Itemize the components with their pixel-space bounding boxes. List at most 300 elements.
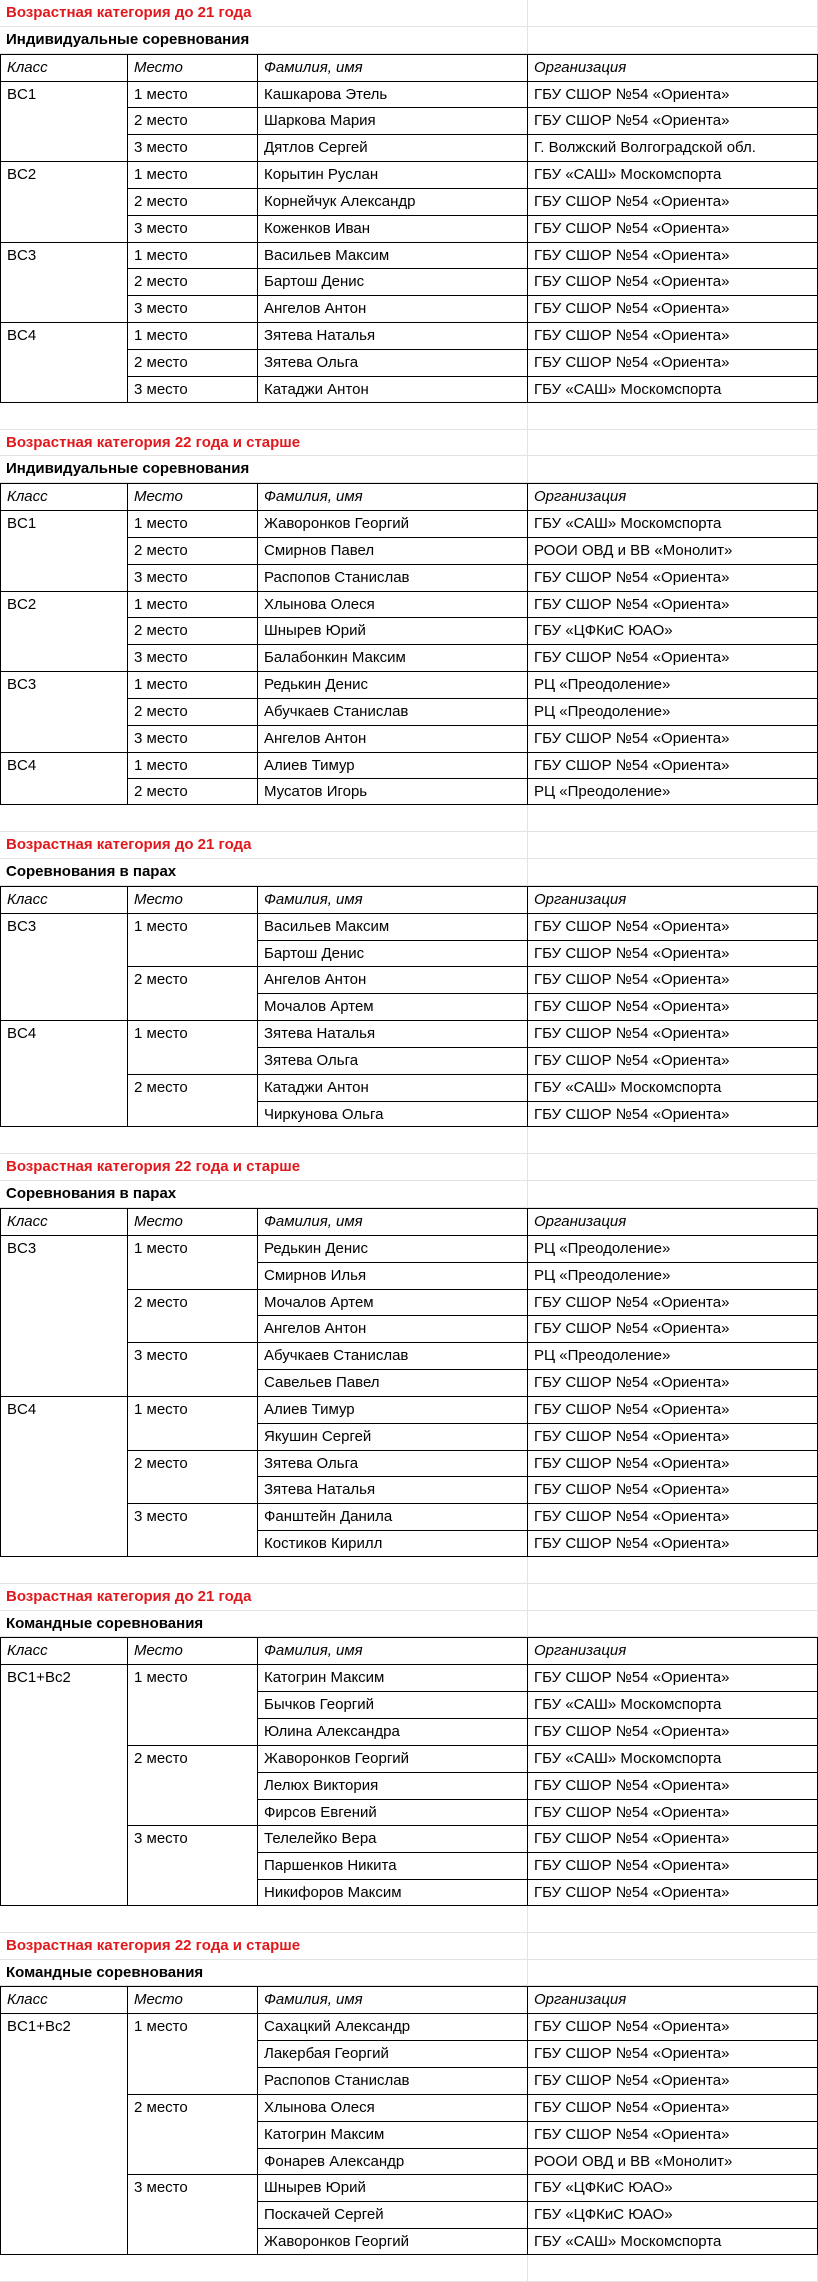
org-cell: ГБУ «ЦФКиС ЮАО» — [528, 617, 818, 644]
class-cell — [0, 644, 128, 671]
place-cell: 3 место — [128, 1825, 258, 1852]
name-cell: Абучкаев Станислав — [258, 698, 528, 725]
class-cell — [0, 564, 128, 591]
class-cell — [0, 2094, 128, 2121]
org-cell: ГБУ «САШ» Москомспорта — [528, 161, 818, 188]
category-title-text: Возрастная категория 22 года и старше — [0, 1933, 528, 1960]
table-row — [0, 510, 818, 537]
place-cell — [128, 1476, 258, 1503]
header-org: Организация — [528, 1637, 818, 1664]
table-row — [0, 242, 818, 269]
org-cell: ГБУ СШОР №54 «Ориента» — [528, 1772, 818, 1799]
competition-subtitle-text: Командные соревнования — [0, 1960, 528, 1987]
place-cell: 1 место — [128, 1020, 258, 1047]
name-cell: Ангелов Антон — [258, 725, 528, 752]
header-org: Организация — [528, 1208, 818, 1235]
table-row — [0, 564, 818, 591]
org-cell: ГБУ СШОР №54 «Ориента» — [528, 644, 818, 671]
org-cell: РЦ «Преодоление» — [528, 778, 818, 805]
name-cell: Зятева Ольга — [258, 1450, 528, 1477]
class-cell: BC4 — [0, 752, 128, 779]
place-cell: 2 место — [128, 1074, 258, 1101]
class-cell — [0, 1074, 128, 1101]
place-cell — [128, 1691, 258, 1718]
spacer-row — [0, 1557, 818, 1584]
org-cell: ГБУ СШОР №54 «Ориента» — [528, 2094, 818, 2121]
org-cell: ГБУ «САШ» Москомспорта — [528, 510, 818, 537]
table-row — [0, 1262, 818, 1289]
org-cell: ГБУ СШОР №54 «Ориента» — [528, 1450, 818, 1477]
header-place: Место — [128, 1986, 258, 2013]
competition-subtitle — [0, 1181, 818, 1208]
name-cell: Корытин Руслан — [258, 161, 528, 188]
place-cell — [128, 1101, 258, 1128]
competition-subtitle-text: Соревнования в парах — [0, 1181, 528, 1208]
org-cell: ГБУ СШОР №54 «Ориента» — [528, 1476, 818, 1503]
header-place: Место — [128, 1208, 258, 1235]
place-cell: 3 место — [128, 564, 258, 591]
category-title-text: Возрастная категория до 21 года — [0, 832, 528, 859]
place-cell: 3 место — [128, 1503, 258, 1530]
name-cell: Редькин Денис — [258, 1235, 528, 1262]
name-cell: Зятева Ольга — [258, 1047, 528, 1074]
place-cell — [128, 1879, 258, 1906]
table-row — [0, 134, 818, 161]
category-title-empty-cell — [528, 1154, 818, 1181]
org-cell: ГБУ СШОР №54 «Ориента» — [528, 725, 818, 752]
place-cell: 1 место — [128, 913, 258, 940]
name-cell: Мочалов Артем — [258, 1289, 528, 1316]
place-cell: 2 место — [128, 1745, 258, 1772]
header-name: Фамилия, имя — [258, 886, 528, 913]
org-cell: ГБУ СШОР №54 «Ориента» — [528, 752, 818, 779]
org-cell: ГБУ СШОР №54 «Ориента» — [528, 1020, 818, 1047]
empty-cell — [528, 2255, 818, 2282]
org-cell: ГБУ СШОР №54 «Ориента» — [528, 564, 818, 591]
org-cell: ГБУ СШОР №54 «Ориента» — [528, 107, 818, 134]
org-cell: ГБУ СШОР №54 «Ориента» — [528, 1101, 818, 1128]
header-org: Организация — [528, 483, 818, 510]
org-cell: ГБУ СШОР №54 «Ориента» — [528, 1315, 818, 1342]
class-cell — [0, 2040, 128, 2067]
table-row — [0, 1289, 818, 1316]
name-cell: Якушин Сергей — [258, 1423, 528, 1450]
org-cell: ГБУ «САШ» Москомспорта — [528, 376, 818, 403]
class-cell — [0, 268, 128, 295]
class-cell — [0, 349, 128, 376]
place-cell: 2 место — [128, 268, 258, 295]
name-cell: Жаворонков Георгий — [258, 1745, 528, 1772]
class-cell — [0, 134, 128, 161]
class-cell — [0, 725, 128, 752]
category-title — [0, 1154, 818, 1181]
empty-cell — [0, 403, 528, 430]
header-place: Место — [128, 1637, 258, 1664]
place-cell — [128, 2067, 258, 2094]
results-table — [0, 1637, 818, 1905]
table-row — [0, 1101, 818, 1128]
category-title — [0, 430, 818, 457]
org-cell: РООИ ОВД и ВВ «Монолит» — [528, 537, 818, 564]
class-cell: BC4 — [0, 322, 128, 349]
category-title-empty-cell — [528, 0, 818, 27]
empty-cell — [0, 2255, 528, 2282]
class-cell — [0, 2228, 128, 2255]
name-cell: Никифоров Максим — [258, 1879, 528, 1906]
class-cell — [0, 1879, 128, 1906]
class-cell — [0, 1503, 128, 1530]
name-cell: Распопов Станислав — [258, 2067, 528, 2094]
table-row — [0, 778, 818, 805]
class-cell: BC4 — [0, 1396, 128, 1423]
place-cell: 1 место — [128, 752, 258, 779]
place-cell: 2 место — [128, 2094, 258, 2121]
table-row — [0, 2094, 818, 2121]
name-cell: Ангелов Антон — [258, 295, 528, 322]
table-row — [0, 1852, 818, 1879]
place-cell: 1 место — [128, 671, 258, 698]
place-cell: 1 место — [128, 161, 258, 188]
table-row — [0, 1530, 818, 1557]
place-cell — [128, 2228, 258, 2255]
place-cell — [128, 1772, 258, 1799]
class-cell — [0, 1262, 128, 1289]
header-org: Организация — [528, 886, 818, 913]
class-cell — [0, 1450, 128, 1477]
class-cell — [0, 107, 128, 134]
table-row — [0, 993, 818, 1020]
place-cell: 2 место — [128, 966, 258, 993]
header-name: Фамилия, имя — [258, 1637, 528, 1664]
org-cell: ГБУ СШОР №54 «Ориента» — [528, 1718, 818, 1745]
empty-cell — [0, 1127, 528, 1154]
table-row — [0, 537, 818, 564]
org-cell: ГБУ «САШ» Москомспорта — [528, 1691, 818, 1718]
table-row — [0, 698, 818, 725]
org-cell: ГБУ СШОР №54 «Ориента» — [528, 268, 818, 295]
org-cell: ГБУ СШОР №54 «Ориента» — [528, 1289, 818, 1316]
header-class: Класс — [0, 1986, 128, 2013]
table-row — [0, 1235, 818, 1262]
table-row — [0, 188, 818, 215]
place-cell — [128, 1423, 258, 1450]
class-cell — [0, 1530, 128, 1557]
class-cell: BC3 — [0, 671, 128, 698]
name-cell: Телелейко Вера — [258, 1825, 528, 1852]
name-cell: Бартош Денис — [258, 940, 528, 967]
category-title-text: Возрастная категория 22 года и старше — [0, 430, 528, 457]
place-cell: 3 место — [128, 295, 258, 322]
name-cell: Хлынова Олеся — [258, 2094, 528, 2121]
class-cell — [0, 993, 128, 1020]
category-title-text: Возрастная категория до 21 года — [0, 0, 528, 27]
org-cell: ГБУ СШОР №54 «Ориента» — [528, 1825, 818, 1852]
class-cell — [0, 1315, 128, 1342]
competition-subtitle — [0, 1611, 818, 1638]
spacer-row — [0, 805, 818, 832]
name-cell: Бартош Денис — [258, 268, 528, 295]
class-cell — [0, 1772, 128, 1799]
org-cell: ГБУ СШОР №54 «Ориента» — [528, 1799, 818, 1826]
header-class: Класс — [0, 886, 128, 913]
table-row — [0, 725, 818, 752]
table-row — [0, 1450, 818, 1477]
name-cell: Жаворонков Георгий — [258, 510, 528, 537]
header-place: Место — [128, 483, 258, 510]
competition-subtitle-empty-cell — [528, 1960, 818, 1987]
table-row — [0, 1879, 818, 1906]
empty-cell — [0, 805, 528, 832]
name-cell: Распопов Станислав — [258, 564, 528, 591]
org-cell: ГБУ СШОР №54 «Ориента» — [528, 1369, 818, 1396]
org-cell: ГБУ СШОР №54 «Ориента» — [528, 2040, 818, 2067]
org-cell: ГБУ СШОР №54 «Ориента» — [528, 913, 818, 940]
place-cell: 3 место — [128, 2174, 258, 2201]
competition-subtitle — [0, 859, 818, 886]
table-row — [0, 215, 818, 242]
table-row — [0, 644, 818, 671]
table-row — [0, 2174, 818, 2201]
class-cell — [0, 1423, 128, 1450]
class-cell — [0, 1718, 128, 1745]
table-row — [0, 1020, 818, 1047]
name-cell: Алиев Тимур — [258, 752, 528, 779]
name-cell: Костиков Кирилл — [258, 1530, 528, 1557]
org-cell: Г. Волжский Волгоградской обл. — [528, 134, 818, 161]
name-cell: Зятева Наталья — [258, 322, 528, 349]
class-cell: BC3 — [0, 242, 128, 269]
name-cell: Васильев Максим — [258, 242, 528, 269]
category-title — [0, 1584, 818, 1611]
org-cell: ГБУ СШОР №54 «Ориента» — [528, 1423, 818, 1450]
name-cell: Алиев Тимур — [258, 1396, 528, 1423]
table-row — [0, 322, 818, 349]
results-table — [0, 1208, 818, 1557]
table-row — [0, 1745, 818, 1772]
name-cell: Смирнов Павел — [258, 537, 528, 564]
table-header-row — [0, 1637, 818, 1664]
class-cell — [0, 2067, 128, 2094]
place-cell — [128, 1718, 258, 1745]
name-cell: Коженков Иван — [258, 215, 528, 242]
table-row — [0, 940, 818, 967]
class-cell: BC1 — [0, 81, 128, 108]
header-place: Место — [128, 54, 258, 81]
place-cell: 3 место — [128, 215, 258, 242]
class-cell — [0, 1825, 128, 1852]
place-cell: 3 место — [128, 376, 258, 403]
table-row — [0, 81, 818, 108]
class-cell — [0, 2201, 128, 2228]
table-row — [0, 2121, 818, 2148]
table-row — [0, 349, 818, 376]
class-cell — [0, 1852, 128, 1879]
org-cell: ГБУ СШОР №54 «Ориента» — [528, 591, 818, 618]
table-row — [0, 617, 818, 644]
org-cell: РЦ «Преодоление» — [528, 1235, 818, 1262]
table-header-row — [0, 1986, 818, 2013]
category-title-text: Возрастная категория 22 года и старше — [0, 1154, 528, 1181]
competition-subtitle — [0, 456, 818, 483]
place-cell: 1 место — [128, 510, 258, 537]
competition-subtitle-text: Индивидуальные соревнования — [0, 456, 528, 483]
name-cell: Фанштейн Данила — [258, 1503, 528, 1530]
empty-cell — [528, 1127, 818, 1154]
name-cell: Редькин Денис — [258, 671, 528, 698]
name-cell: Поскачей Сергей — [258, 2201, 528, 2228]
table-header-row — [0, 54, 818, 81]
class-cell — [0, 1369, 128, 1396]
org-cell: ГБУ СШОР №54 «Ориента» — [528, 2067, 818, 2094]
place-cell — [128, 993, 258, 1020]
name-cell: Балабонкин Максим — [258, 644, 528, 671]
table-row — [0, 1315, 818, 1342]
org-cell: ГБУ СШОР №54 «Ориента» — [528, 1664, 818, 1691]
place-cell: 3 место — [128, 725, 258, 752]
name-cell: Дятлов Сергей — [258, 134, 528, 161]
name-cell: Шаркова Мария — [258, 107, 528, 134]
name-cell: Зятева Наталья — [258, 1020, 528, 1047]
category-title — [0, 0, 818, 27]
name-cell: Ангелов Антон — [258, 1315, 528, 1342]
name-cell: Катаджи Антон — [258, 376, 528, 403]
table-row — [0, 268, 818, 295]
class-cell — [0, 940, 128, 967]
name-cell: Катогрин Максим — [258, 1664, 528, 1691]
competition-subtitle-text: Командные соревнования — [0, 1611, 528, 1638]
class-cell: BC4 — [0, 1020, 128, 1047]
org-cell: ГБУ СШОР №54 «Ориента» — [528, 1047, 818, 1074]
table-row — [0, 966, 818, 993]
place-cell — [128, 1315, 258, 1342]
table-row — [0, 2201, 818, 2228]
table-row — [0, 913, 818, 940]
name-cell: Сахацкий Александр — [258, 2013, 528, 2040]
class-cell: BC2 — [0, 161, 128, 188]
class-cell: BC1 — [0, 510, 128, 537]
place-cell: 1 место — [128, 1664, 258, 1691]
place-cell: 1 место — [128, 1396, 258, 1423]
class-cell — [0, 2121, 128, 2148]
org-cell: РООИ ОВД и ВВ «Монолит» — [528, 2148, 818, 2175]
category-title-empty-cell — [528, 832, 818, 859]
name-cell: Смирнов Илья — [258, 1262, 528, 1289]
header-name: Фамилия, имя — [258, 1986, 528, 2013]
header-class: Класс — [0, 54, 128, 81]
table-row — [0, 1503, 818, 1530]
empty-cell — [0, 1557, 528, 1584]
name-cell: Корнейчук Александр — [258, 188, 528, 215]
name-cell: Савельев Павел — [258, 1369, 528, 1396]
spacer-row — [0, 1906, 818, 1933]
table-row — [0, 1476, 818, 1503]
org-cell: ГБУ СШОР №54 «Ориента» — [528, 1530, 818, 1557]
org-cell: ГБУ СШОР №54 «Ориента» — [528, 295, 818, 322]
class-cell — [0, 215, 128, 242]
results-table — [0, 1986, 818, 2254]
class-cell — [0, 2174, 128, 2201]
empty-cell — [528, 1557, 818, 1584]
table-row — [0, 752, 818, 779]
org-cell: ГБУ СШОР №54 «Ориента» — [528, 81, 818, 108]
name-cell: Абучкаев Станислав — [258, 1342, 528, 1369]
competition-subtitle-empty-cell — [528, 456, 818, 483]
place-cell — [128, 2201, 258, 2228]
class-cell — [0, 537, 128, 564]
name-cell: Жаворонков Георгий — [258, 2228, 528, 2255]
table-row — [0, 591, 818, 618]
class-cell — [0, 376, 128, 403]
place-cell: 1 место — [128, 1235, 258, 1262]
name-cell: Зятева Ольга — [258, 349, 528, 376]
org-cell: РЦ «Преодоление» — [528, 1262, 818, 1289]
name-cell: Ангелов Антон — [258, 966, 528, 993]
class-cell — [0, 295, 128, 322]
spacer-row — [0, 1127, 818, 1154]
table-row — [0, 671, 818, 698]
class-cell: BC3 — [0, 1235, 128, 1262]
org-cell: РЦ «Преодоление» — [528, 1342, 818, 1369]
place-cell: 1 место — [128, 2013, 258, 2040]
name-cell: Зятева Наталья — [258, 1476, 528, 1503]
spacer-row — [0, 403, 818, 430]
org-cell: ГБУ «САШ» Москомспорта — [528, 2228, 818, 2255]
table-row — [0, 2040, 818, 2067]
place-cell — [128, 1369, 258, 1396]
org-cell: ГБУ СШОР №54 «Ориента» — [528, 242, 818, 269]
category-title — [0, 832, 818, 859]
org-cell: РЦ «Преодоление» — [528, 698, 818, 725]
name-cell: Фирсов Евгений — [258, 1799, 528, 1826]
competition-subtitle — [0, 27, 818, 54]
place-cell: 2 место — [128, 188, 258, 215]
name-cell: Чиркунова Ольга — [258, 1101, 528, 1128]
name-cell: Лелюх Виктория — [258, 1772, 528, 1799]
class-cell — [0, 617, 128, 644]
table-header-row — [0, 1208, 818, 1235]
place-cell: 2 место — [128, 778, 258, 805]
org-cell: ГБУ СШОР №54 «Ориента» — [528, 1852, 818, 1879]
name-cell: Мочалов Артем — [258, 993, 528, 1020]
empty-cell — [528, 1906, 818, 1933]
spacer-row — [0, 2255, 818, 2282]
competition-subtitle — [0, 1960, 818, 1987]
place-cell — [128, 2148, 258, 2175]
org-cell: РЦ «Преодоление» — [528, 671, 818, 698]
table-row — [0, 1825, 818, 1852]
place-cell: 2 место — [128, 349, 258, 376]
table-row — [0, 1423, 818, 1450]
table-row — [0, 107, 818, 134]
place-cell: 3 место — [128, 1342, 258, 1369]
competition-subtitle-text: Индивидуальные соревнования — [0, 27, 528, 54]
category-title-empty-cell — [528, 1933, 818, 1960]
place-cell — [128, 1852, 258, 1879]
header-name: Фамилия, имя — [258, 1208, 528, 1235]
place-cell: 1 место — [128, 591, 258, 618]
org-cell: ГБУ СШОР №54 «Ориента» — [528, 1396, 818, 1423]
table-row — [0, 1772, 818, 1799]
place-cell — [128, 1799, 258, 1826]
class-cell — [0, 1691, 128, 1718]
place-cell — [128, 1262, 258, 1289]
place-cell: 2 место — [128, 698, 258, 725]
place-cell: 2 место — [128, 107, 258, 134]
org-cell: ГБУ СШОР №54 «Ориента» — [528, 966, 818, 993]
table-row — [0, 161, 818, 188]
place-cell — [128, 1530, 258, 1557]
header-org: Организация — [528, 54, 818, 81]
